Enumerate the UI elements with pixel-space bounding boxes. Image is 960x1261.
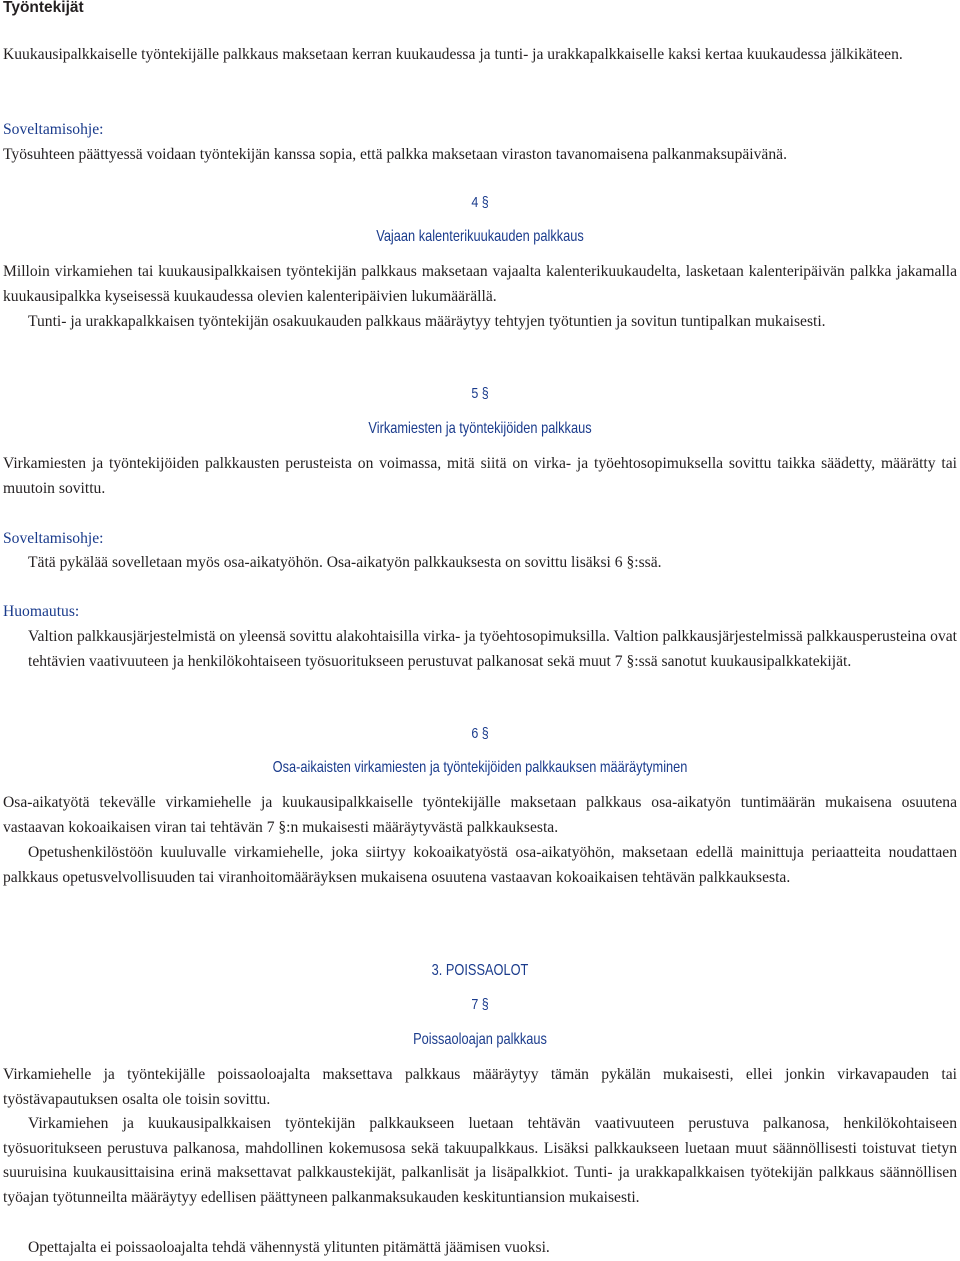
- section-7-paragraph-3: Opettajalta ei poissaoloajalta tehdä vähennystä ylitunten pitämättä jäämisen vuoksi.: [28, 1239, 550, 1256]
- section-6-title: Osa-aikaisten virkamiesten ja työntekijöiden palkkauksen määräytyminen: [272, 759, 688, 776]
- section-heading-employees: Työntekijät: [3, 0, 84, 16]
- intro-paragraph: Kuukausipalkkaiselle työntekijälle palkkaus maksetaan kerran kuukaudessa ja tunti- ja urakkapalkkaiselle kaksi kertaa kuukaudessa jälkikäteen.: [3, 46, 903, 63]
- section-5-number: 5 §: [471, 386, 489, 402]
- section-7-paragraph-1: Virkamiehelle ja työntekijälle poissaoloajalta maksettava palkkaus määräytyy tämän pykälän mukaisesti, ellei jonkin virkavapauden tai työstävapautuksen osalta ole toisin sovittu.: [3, 1066, 957, 1108]
- section-4-title: Vajaan kalenterikuukauden palkkaus: [376, 228, 584, 245]
- section-7-title: Poissaoloajan palkkaus: [413, 1031, 547, 1048]
- note-label: Soveltamisohje:: [3, 121, 104, 138]
- section-5-remark-text: Valtion palkkausjärjestelmistä on yleensä sovittu alakohtaisilla virka- ja työehtosopimuksilla. Valtion palkkausjärjestelmissä palkkausperusteina ovat tehtävien vaativuuteen ja henkilökohtaiseen työsuoritukseen perustuvat palkanosat sekä muut 7 §:ssä sanotut kuukausipalkkatekijät.: [28, 628, 957, 670]
- section-5-title: Virkamiesten ja työntekijöiden palkkaus: [368, 420, 592, 437]
- section-4-number: 4 §: [471, 195, 489, 211]
- section-7-paragraph-2: Virkamiehen ja kuukausipalkkaisen työntekijän palkkaukseen luetaan tehtävän vaativuuteen perustuva palkanosa, henkilökohtaiseen työsuoritukseen perustuva palkanosa, mahdollinen kokemusosa sekä takuupalkkaus. Lisäksi palkkaukseen luetaan muut säännöllisesti toistuvat tietyn suuruisina kuukausittaisina erinä maksettavat palkkaustekijät, palkanlisät ja lisäpalkkiot. Tunti- ja urakkapalkkaisen työtekijän palkkaus säännöllisen työajan työtunneilta määräytyy edellisen päättyneen palkanmaksukauden keskituntiansion mukaisesti.: [3, 1115, 957, 1206]
- section-5-remark-label: Huomautus:: [3, 603, 80, 620]
- section-6-paragraph-2: Opetushenkilöstöön kuuluvalle virkamiehelle, joka siirtyy kokoaikatyöstä osa-aikatyöhön, maksetaan edellä mainittuja periaatteita noudattaen palkkaus opetusvelvollisuuden tai viranhoitomääräyksen mukaisena osuutena vastaavan kokoaikaisen tehtävän palkkauksesta.: [3, 844, 957, 886]
- section-4-paragraph-1: Milloin virkamiehen tai kuukausipalkkaisen työntekijän palkkaus maksetaan vajaalta kalenterikuukaudelta, lasketaan kalenteripäivän palkka jakamalla kuukausipalkka kyseisessä kuukaudessa olevien kalenteripäivien lukumäärällä.: [3, 263, 957, 305]
- section-5-paragraph: Virkamiesten ja työntekijöiden palkkausten perusteista on voimassa, mitä siitä on virka- ja työehtosopimuksella sovittu taikka säädetty, määrätty tai muutoin sovittu.: [3, 455, 957, 497]
- section-5-note-label: Soveltamisohje:: [3, 530, 104, 547]
- section-6-number: 6 §: [471, 726, 489, 742]
- section-6-paragraph-1: Osa-aikatyötä tekevälle virkamiehelle ja kuukausipalkkaiselle työntekijälle maksetaan palkkaus osa-aikatyön tuntimäärän mukaisena osuutena vastaavan kokoaikaisen viran tai tehtävän 7 §:n mukaisesti määräytyvästä palkkauksesta.: [3, 794, 957, 836]
- section-5-note-text: Tätä pykälää sovelletaan myös osa-aikatyöhön. Osa-aikatyön palkkauksesta on sovittu lisäksi 6 §:ssä.: [28, 554, 662, 571]
- note-text: Työsuhteen päättyessä voidaan työntekijän kanssa sopia, että palkka maksetaan viraston tavanomaisena palkanmaksupäivänä.: [3, 146, 787, 163]
- section-4-paragraph-2: Tunti- ja urakkapalkkaisen työntekijän osakuukauden palkkaus määräytyy tehtyjen työtuntien ja sovitun tuntipalkan mukaisesti.: [28, 313, 826, 330]
- chapter-3-heading: 3. POISSAOLOT: [431, 962, 529, 979]
- section-7-number: 7 §: [471, 997, 489, 1013]
